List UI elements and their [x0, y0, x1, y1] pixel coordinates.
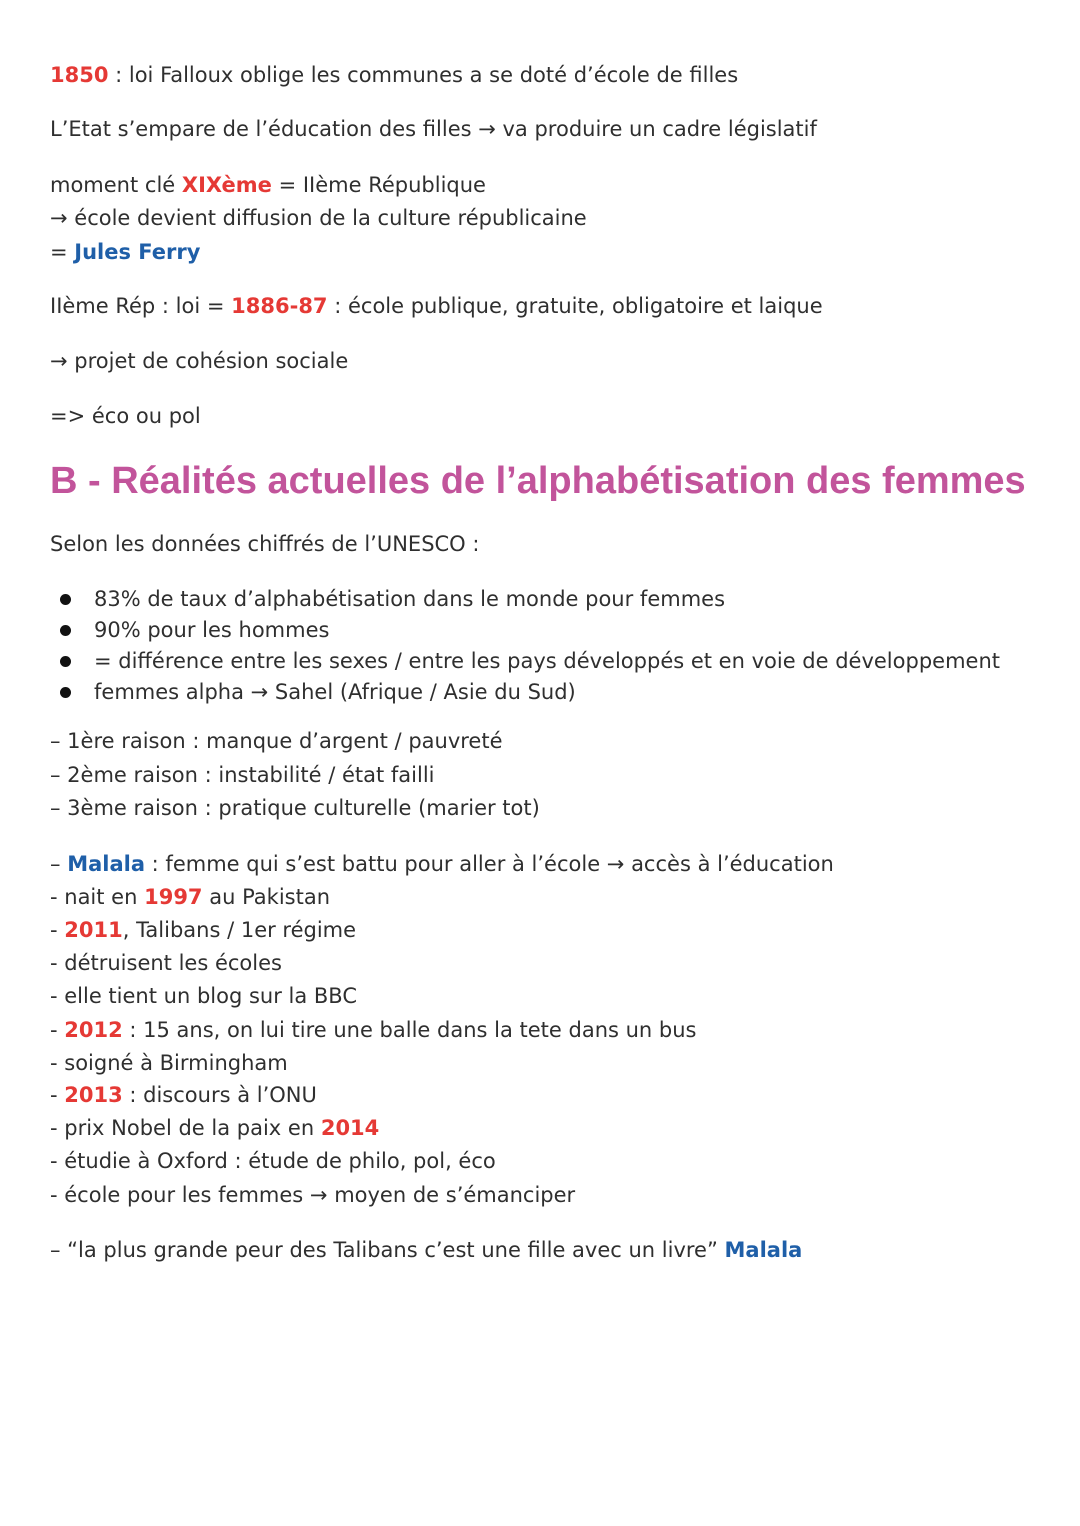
dash: -	[50, 918, 65, 942]
malala-2012	[50, 1016, 697, 1044]
unesco-intro: Selon les données chiffrés de l’UNESCO :	[50, 532, 480, 556]
year-2011: 2011	[64, 918, 123, 942]
key-moment-line	[50, 171, 486, 199]
malala-intro	[50, 850, 834, 878]
eco-pol-line: => éco ou pol	[50, 404, 201, 428]
law-pre: IIème Rép : loi =	[50, 294, 232, 318]
year-2012: 2012	[64, 1018, 123, 1042]
falloux-line	[50, 61, 738, 89]
dash: –	[50, 852, 68, 876]
malala-name: Malala	[67, 852, 145, 876]
year-1997: 1997	[144, 885, 203, 909]
list-item: 90% pour les hommes	[60, 615, 1000, 646]
y2012-text: : 15 ans, on lui tire une balle dans la tete dans un bus	[122, 1018, 697, 1042]
malala-destroy: - détruisent les écoles	[50, 951, 282, 975]
born-pre: - nait en	[50, 885, 145, 909]
law-line	[50, 292, 823, 320]
century-label: XIXème	[181, 173, 272, 197]
jules-ferry-name: Jules Ferry	[74, 240, 201, 264]
malala-oxford: - étudie à Oxford : étude de philo, pol, éco	[50, 1149, 496, 1173]
quote-author: Malala	[724, 1238, 803, 1262]
dash: -	[50, 1018, 65, 1042]
cohesion-line: → projet de cohésion sociale	[50, 349, 349, 373]
born-post: au Pakistan	[202, 885, 331, 909]
reason-2: – 2ème raison : instabilité / état failli	[50, 763, 435, 787]
malala-nobel	[50, 1114, 379, 1142]
stats-list	[60, 584, 1000, 708]
y2011-text: , Talibans / 1er régime	[122, 918, 357, 942]
malala-care: - soigné à Birmingham	[50, 1051, 288, 1075]
malala-school: - école pour les femmes → moyen de s’émanciper	[50, 1183, 576, 1207]
malala-born	[50, 883, 330, 911]
reason-1: – 1ère raison : manque d’argent / pauvreté	[50, 729, 503, 753]
year-2013: 2013	[64, 1083, 123, 1107]
year-1850: 1850	[50, 63, 109, 87]
jules-ferry-line	[50, 238, 200, 266]
list-item: femmes alpha → Sahel (Afrique / Asie du Sud)	[60, 677, 1000, 708]
reason-3: – 3ème raison : pratique culturelle (marier tot)	[50, 796, 540, 820]
quote-text: – “la plus grande peur des Talibans c’est une fille avec un livre”	[50, 1238, 725, 1262]
dash: -	[50, 1083, 65, 1107]
malala-2011	[50, 916, 356, 944]
y2013-text: : discours à l’ONU	[122, 1083, 317, 1107]
republican-culture-line: → école devient diffusion de la culture républicaine	[50, 206, 587, 230]
state-line: L’Etat s’empare de l’éducation des filles → va produire un cadre législatif	[50, 117, 817, 141]
malala-quote	[50, 1236, 802, 1264]
list-item: 83% de taux d’alphabétisation dans le monde pour femmes	[60, 584, 1000, 615]
list-item: = différence entre les sexes / entre les pays développés et en voie de développement	[60, 646, 1000, 677]
years-1886-87: 1886-87	[231, 294, 328, 318]
nobel-pre: - prix Nobel de la paix en	[50, 1116, 321, 1140]
year-2014: 2014	[320, 1116, 380, 1140]
key-moment-pre: moment clé	[50, 173, 182, 197]
malala-blog: - elle tient un blog sur la BBC	[50, 984, 358, 1008]
equals-sign: =	[50, 240, 75, 264]
falloux-text: : loi Falloux oblige les communes a se doté d’école de filles	[108, 63, 739, 87]
malala-intro-text: : femme qui s’est battu pour aller à l’école → accès à l’éducation	[145, 852, 834, 876]
malala-2013	[50, 1081, 317, 1109]
key-moment-post: = IIème République	[271, 173, 486, 197]
section-heading: B - Réalités actuelles de l’alphabétisation des femmes	[50, 460, 1026, 502]
law-post: : école publique, gratuite, obligatoire et laique	[327, 294, 823, 318]
